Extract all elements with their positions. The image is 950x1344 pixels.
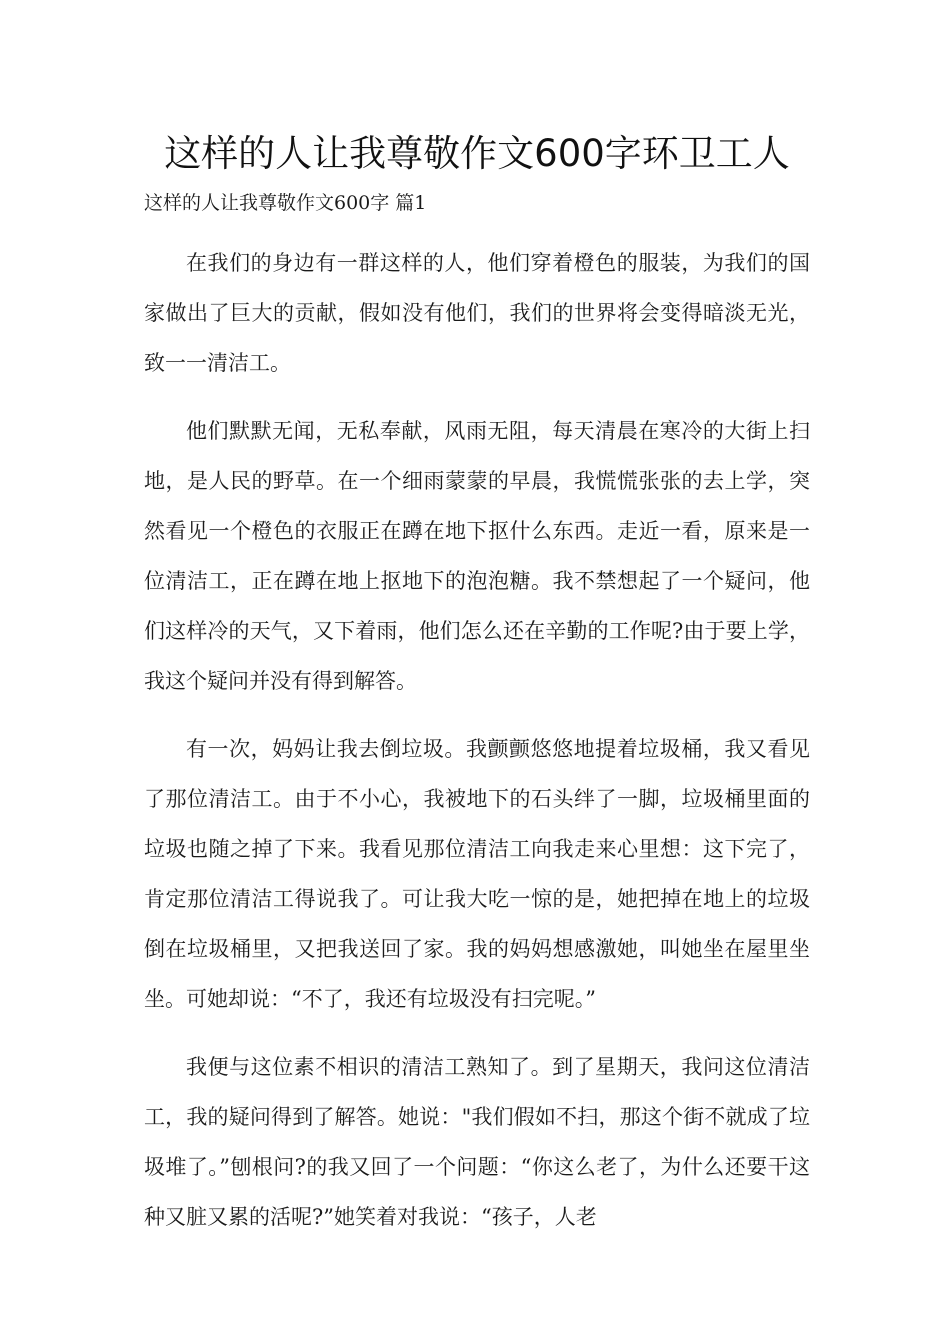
paragraph-2: 他们默默无闻，无私奉献，风雨无阻，每天清晨在寒冷的大街上扫地，是人民的野草。在一个细雨蒙蒙的早晨，我慌慌张张的去上学，突然看见一个橙色的衣服正在蹲在地下抠什么东西。走近一看，原来是一位清洁工，正在蹲在地上抠地下的泡泡糖。我不禁想起了一个疑问，他们这样冷的天气，又下着雨，他们怎么还在辛勤的工作呢?由于要上学，我这个疑问并没有得到解答。 <box>144 419 810 693</box>
essay-subtitle: 这样的人让我尊敬作文600字 篇1 <box>144 192 427 214</box>
paragraph-1: 在我们的身边有一群这样的人，他们穿着橙色的服装，为我们的国家做出了巨大的贡献，假如没有他们，我们的世界将会变得暗淡无光，致一一清洁工。 <box>144 251 810 375</box>
paragraph-3: 有一次，妈妈让我去倒垃圾。我颤颤悠悠地提着垃圾桶，我又看见了那位清洁工。由于不小心，我被地下的石头绊了一脚，垃圾桶里面的垃圾也随之掉了下来。我看见那位清洁工向我走来心里想：这下完了，肯定那位清洁工得说我了。可让我大吃一惊的是，她把掉在地上的垃圾倒在垃圾桶里，又把我送回了家。我的妈妈想感激她，叫她坐在屋里坐坐。可她却说：“不了，我还有垃圾没有扫完呢。” <box>144 737 810 1011</box>
document-title: 这样的人让我尊敬作文600字环卫工人 <box>164 132 790 175</box>
paragraph-4: 我便与这位素不相识的清洁工熟知了。到了星期天，我问这位清洁工，我的疑问得到了解答。她说："我们假如不扫，那这个街不就成了垃圾堆了。”刨根问?的我又回了一个问题：“你这么老了，为什么还要干这种又脏又累的活呢?”她笑着对我说：“孩子，人老 <box>144 1055 810 1229</box>
